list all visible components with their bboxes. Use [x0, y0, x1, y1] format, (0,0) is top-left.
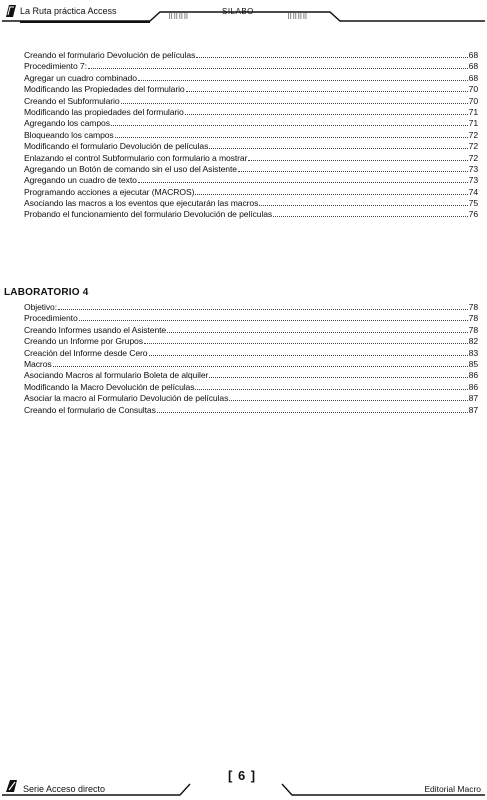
toc-entry [24, 335, 478, 346]
toc-leader-dots [273, 208, 468, 217]
toc-entry [24, 152, 478, 163]
toc-leader-dots [195, 186, 467, 195]
toc-entry-title: Procedimiento [24, 313, 78, 324]
toc-entry [24, 117, 478, 128]
toc-leader-dots [259, 197, 467, 206]
toc-entry [24, 381, 478, 392]
toc-entry-page: 70 [468, 84, 478, 95]
page-footer [0, 762, 487, 800]
header-title: La Ruta práctica Access [20, 6, 117, 16]
section-title: LABORATORIO 4 [4, 287, 89, 298]
toc-leader-dots [196, 49, 467, 58]
toc-entry-page: 78 [468, 302, 478, 312]
toc-entry [24, 83, 478, 94]
toc-entry [24, 369, 478, 380]
toc-entry-title: Creando Informes usando el Asistente [24, 324, 167, 335]
toc-entry [24, 163, 478, 174]
toc-entry-title: Bloqueando los campos [24, 129, 114, 140]
page-number: [ 6 ] [228, 768, 257, 783]
toc-entry-page: 72 [468, 141, 478, 152]
toc-entry [24, 95, 478, 106]
toc-entry-title: Creando el formulario de Consultas [24, 404, 156, 415]
toc-leader-dots [167, 324, 468, 333]
toc-entry-title: Asociar la macro al Formulario Devolución de películas [24, 393, 229, 404]
toc-entry-page: 68 [468, 50, 478, 60]
toc-leader-dots [144, 335, 468, 344]
toc-entry [24, 324, 478, 335]
toc-entry [24, 404, 478, 415]
toc-entry-title: Programando acciones a ejecutar (MACROS) [24, 186, 195, 197]
toc-leader-dots [115, 129, 468, 138]
toc-entry [24, 140, 478, 151]
toc-leader-dots [157, 404, 468, 413]
toc-leader-dots [248, 152, 467, 161]
toc-entry-page: 72 [468, 129, 478, 140]
toc-entry-page: 73 [468, 163, 478, 174]
header-section-label: SILABO [222, 7, 254, 16]
book-icon [4, 3, 18, 24]
toc-entry-page: 78 [468, 313, 478, 324]
toc-entry-title: Modificando la Macro Devolución de películas [24, 381, 195, 392]
toc-entry-page: 78 [468, 324, 478, 335]
toc-entry-page: 68 [468, 72, 478, 83]
toc-entry-title: Objetivo: [24, 302, 58, 312]
toc-list-top [24, 49, 478, 220]
toc-entry-page: 87 [468, 393, 478, 404]
toc-leader-dots [238, 163, 468, 172]
page-header [0, 0, 487, 26]
toc-entry [24, 358, 478, 369]
toc-entry [24, 72, 478, 83]
toc-entry-page: 71 [468, 106, 478, 117]
toc-entry-title: Agregar un cuadro combinado [24, 72, 137, 83]
toc-entry-page: 71 [468, 118, 478, 129]
toc-entry-page: 74 [468, 186, 478, 197]
footer-publisher: Editorial Macro [424, 784, 481, 794]
toc-leader-dots [121, 95, 468, 104]
toc-entry-page: 72 [468, 152, 478, 163]
toc-entry-page: 73 [468, 175, 478, 186]
toc-entry [24, 106, 478, 117]
toc-leader-dots [79, 312, 468, 321]
toc-entry-title: Agregando los campos [24, 118, 110, 129]
toc-entry-title: Modificando las Propiedades del formulario [24, 84, 185, 95]
toc-entry-page: 86 [468, 370, 478, 381]
toc-entry [24, 60, 478, 71]
toc-entry-title: Asociando Macros al formulario Boleta de alquiler [24, 370, 209, 381]
toc-entry-title: Agregando un Botón de comando sin el uso del Asistente [24, 163, 237, 174]
toc-entry [24, 129, 478, 140]
toc-entry-page: 83 [468, 347, 478, 358]
toc-entry-title: Modificando las propiedades del formulario [24, 106, 184, 117]
toc-leader-dots [186, 83, 468, 92]
toc-entry [24, 392, 478, 403]
toc-entry-title: Asociando las macros a los eventos que ejecutarán las macros [24, 198, 259, 209]
toc-leader-dots [138, 174, 468, 183]
toc-entry-title: Enlazando el control Subformulario con formulario a mostrar [24, 152, 248, 163]
toc-entry [24, 186, 478, 197]
toc-leader-dots [111, 117, 468, 126]
toc-entry [24, 174, 478, 185]
toc-entry-page: 82 [468, 336, 478, 347]
toc-entry-page: 76 [468, 209, 478, 220]
toc-leader-dots [149, 347, 468, 356]
toc-entry [24, 49, 478, 60]
toc-entry-title: Creando el formulario Devolución de películas [24, 50, 196, 60]
toc-entry-page: 85 [468, 358, 478, 369]
toc-entry-page: 70 [468, 95, 478, 106]
footer-series: Serie Acceso directo [23, 784, 106, 794]
toc-leader-dots [53, 358, 468, 367]
toc-entry-title: Creando el Subformulario [24, 95, 120, 106]
toc-leader-dots [209, 369, 467, 378]
toc-leader-dots [58, 301, 468, 310]
toc-entry [24, 208, 478, 219]
toc-leader-dots [195, 381, 467, 390]
toc-entry-title: Creando un Informe por Grupos [24, 336, 143, 347]
toc-entry-title: Agregando un cuadro de texto [24, 175, 137, 186]
toc-entry [24, 301, 478, 312]
arrow-icon [4, 776, 20, 799]
toc-entry [24, 312, 478, 323]
toc-leader-dots [88, 60, 468, 69]
toc-entry-title: Probando el funcionamiento del formulario Devolución de películas [24, 209, 273, 220]
toc-entry-title: Macros [24, 358, 52, 369]
svg-text:⠿⠿⠿⠿: ⠿⠿⠿⠿ [287, 13, 308, 21]
toc-list-lab4 [24, 301, 478, 415]
svg-text:⠿⠿⠿⠿: ⠿⠿⠿⠿ [168, 13, 189, 21]
toc-entry [24, 347, 478, 358]
toc-entry-page: 87 [468, 404, 478, 415]
toc-entry-title: Procedimiento 7: [24, 61, 87, 72]
toc-entry-title: Modificando el formulario Devolución de películas [24, 141, 209, 152]
toc-entry-page: 86 [468, 381, 478, 392]
toc-entry-page: 68 [468, 61, 478, 72]
toc-entry-title: Creación del Informe desde Cero [24, 347, 148, 358]
toc-entry [24, 197, 478, 208]
toc-leader-dots [229, 392, 467, 401]
toc-entry-page: 75 [468, 198, 478, 209]
toc-leader-dots [138, 72, 468, 81]
toc-leader-dots [185, 106, 468, 115]
toc-leader-dots [209, 140, 467, 149]
